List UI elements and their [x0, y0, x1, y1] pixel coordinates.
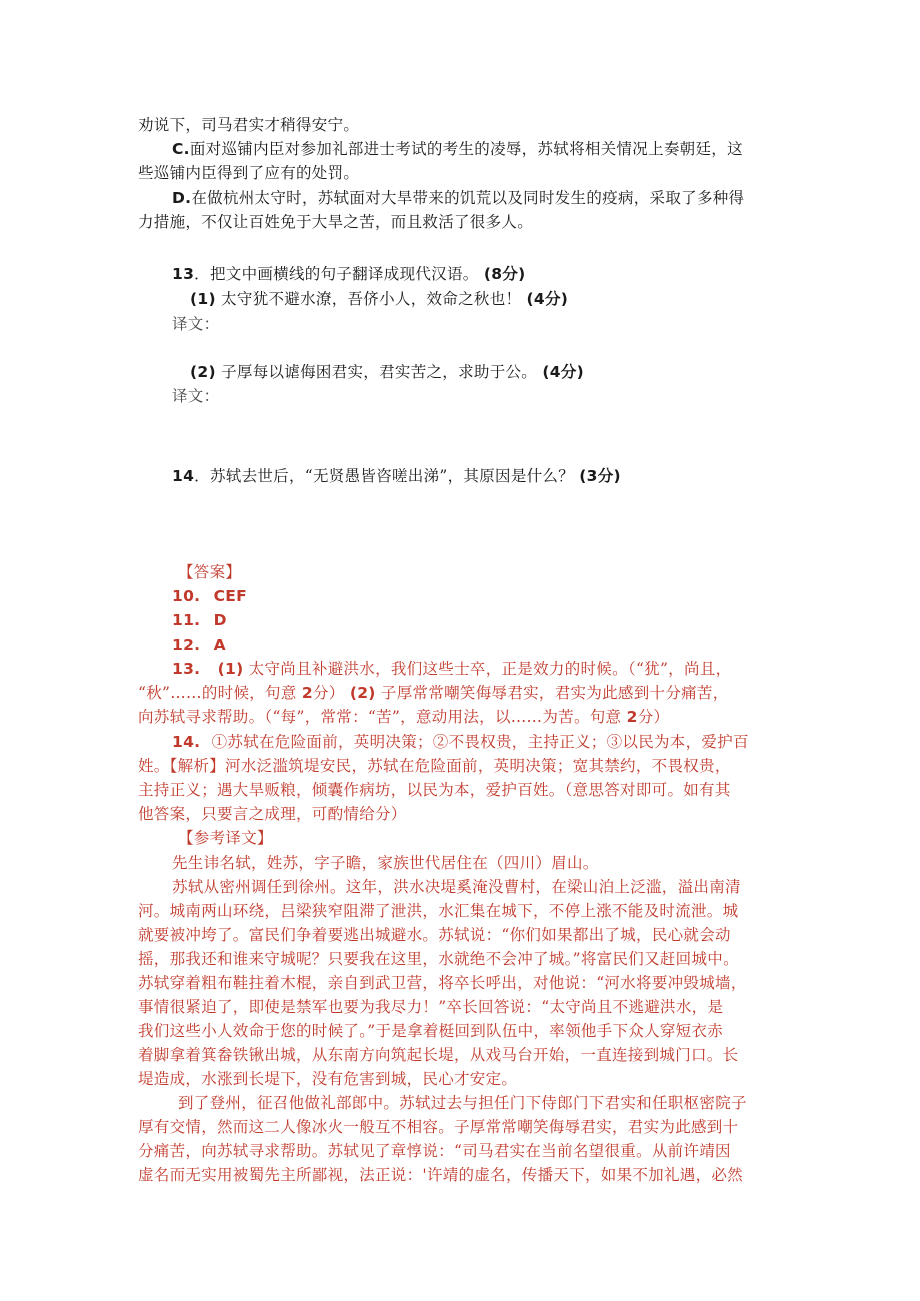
answer-10-number: 10. [172, 587, 201, 605]
translation-line-text: 分痛苦，向苏轼寻求帮助。苏轼见了章惇说：“司马君实在当前名望很重。从前许靖因 [138, 1142, 731, 1160]
q13-sub2-text: 子厚每以谑侮困君实，君实苦之，求助于公。 [221, 363, 538, 381]
q13-sub1-text: 太守犹不避水潦，吾侪小人，效命之秋也！ [221, 290, 522, 308]
translation-line [138, 1019, 723, 1043]
q13-sub1-label [172, 312, 219, 336]
question-13 [172, 262, 525, 286]
option-c-line1: 面对巡铺内臣对参加礼部进士考试的考生的凌辱，苏轼将相关情况上奏朝廷，这 [189, 140, 743, 158]
option-c-letter: C. [172, 140, 190, 158]
option-b-tail-text: 劝说下，司马君实才稍得安宁。 [138, 116, 360, 134]
translation-line-text: 苏轼从密州调任到徐州。这年，洪水决堤奚淹没曹村，在梁山泊上泛滥，溢出南清 [172, 878, 741, 896]
answer-14-line2-text: 姓。【解析】河水泛滥筑堤安民，苏轼在危险面前，英明决策；宽其禁约，不畏权贵， [138, 757, 731, 775]
answer-13-line3 [138, 705, 669, 729]
answers-header-text: 【答案】 [178, 563, 242, 581]
answer-14-line4 [138, 802, 407, 826]
q13-sub1-number: (1) [190, 290, 216, 308]
translation-line [138, 1043, 738, 1067]
answer-13-line3-a: 向苏轼寻求帮助。（“每”，常常：“苦”，意动用法，以……为苦。句意 [138, 708, 622, 726]
q13-points: (8分) [483, 265, 526, 283]
translation-line [138, 1115, 738, 1139]
answer-14-line2 [138, 754, 731, 778]
answer-13-line3-score: 2 [626, 708, 638, 726]
answer-12-value: A [213, 636, 226, 654]
answer-14-line4-text: 他答案，只要言之成理，可酌情给分） [138, 805, 407, 823]
translation-line-text: 堤造成，水涨到长堤下，没有危害到城，民心才安定。 [138, 1070, 518, 1088]
translation-line [138, 971, 747, 995]
q14-stem: ．苏轼去世后，“无贤愚皆咨嗟出涕”，其原因是什么？ [194, 467, 575, 485]
translation-line [138, 1139, 731, 1163]
option-d-line2: 力措施，不仅让百姓免于大旱之苦，而且救活了很多人。 [138, 213, 534, 231]
q13-sub2-label [172, 384, 219, 408]
answer-13-line2-a: “秋”……的时候，句意 [138, 684, 297, 702]
answer-13-sub1-number: (1) [217, 660, 244, 678]
translation-line [178, 1091, 747, 1115]
q13-sub1-points: (4分) [526, 290, 569, 308]
q13-sub2-points: (4分) [542, 363, 584, 381]
answer-13-line2-c: 分） [312, 684, 345, 702]
answer-14-line1-text: ①苏轼在危险面前，英明决策；②不畏权贵，主持正义；③以民为本，爱护百 [211, 733, 749, 751]
answers-header [178, 560, 241, 584]
q13-number: 13 [172, 265, 195, 283]
translation-line [138, 923, 731, 947]
option-d-line1: 在做杭州太守时，苏轼面对大旱带来的饥荒以及同时发生的疫病，采取了多种得 [191, 189, 745, 207]
answer-10 [172, 584, 247, 608]
answer-12 [172, 633, 226, 657]
translation-line [138, 995, 723, 1019]
translation-line-text: 着脚拿着箕畚铁锹出城，从东南方向筑起长堤，从戏马台开始，一直连接到城门口。长 [138, 1046, 739, 1064]
translation-line-text: 摇，那我还和谁来守城呢？只要我在这里，水就绝不会冲了城。”将富民们又赶回城中。 [138, 950, 739, 968]
option-d-letter: D. [172, 189, 192, 207]
translation-line-text: 就要被冲垮了。富民们争着要逃出城避水。苏轼说：“你们如果都出了城，民心就会动 [138, 926, 731, 944]
option-b-tail [138, 113, 359, 137]
answer-13-line2 [138, 681, 729, 705]
translation-line-text: 我们这些小人效命于您的时候了。”于是拿着梃回到队伍中，率领他手下众人穿短衣赤 [138, 1022, 724, 1040]
answer-14-line3 [138, 778, 731, 802]
answer-11-value: D [213, 611, 227, 629]
q13-sub1 [190, 287, 568, 311]
option-c-line2: 些巡铺内臣得到了应有的处罚。 [138, 164, 360, 182]
translation-line-text: 厚有交情，然而这二人像冰火一般互不相容。子厚常常嘲笑侮辱君实，君实为此感到十 [138, 1118, 739, 1136]
answer-13-line1 [172, 657, 731, 681]
translation-line-text: 事情很紧迫了，即使是禁军也要为我尽力！”卒长回答说：“太守尚且不逃避洪水，是 [138, 998, 724, 1016]
answer-13-number: 13. [172, 660, 201, 678]
translation-line [138, 899, 738, 923]
q14-number: 14 [172, 467, 195, 485]
translation-line-text: 到了登州，征召他做礼部郎中。苏轼过去与担任门下侍郎门下君实和任职枢密院子 [178, 1094, 747, 1112]
translation-line [172, 851, 599, 875]
option-c-cont [138, 161, 359, 185]
answer-13-line2-e: 子厚常常嘲笑侮辱君实，君实为此感到十分痛苦， [380, 684, 729, 702]
q13-sub2 [190, 360, 584, 384]
answer-14-line1 [172, 730, 749, 754]
answer-14-number: 14. [172, 733, 201, 751]
answer-12-number: 12. [172, 636, 201, 654]
translation-line [138, 947, 739, 971]
translation-line-text: 苏轼穿着粗布鞋拄着木棍，亲自到武卫营，将卒长呼出，对他说：“河水将要冲毁城墙， [138, 974, 747, 992]
q14-points: (3分) [579, 467, 621, 485]
q13-sub2-label-text: 译文： [172, 387, 220, 405]
answer-11-number: 11. [172, 611, 201, 629]
translation-header-text: 【参考译文】 [178, 829, 273, 847]
translation-header [178, 826, 273, 850]
option-c [172, 137, 743, 161]
answer-13-sub2-number: (2) [349, 684, 376, 702]
answer-10-value: CEF [213, 587, 248, 605]
answer-14-line3-text: 主持正义；遇大旱贩粮，倾囊作病坊，以民为本，爱护百姓。（意思答对即可。如有其 [138, 781, 731, 799]
translation-line-text: 河。城南两山环绕，吕梁狭窄阻滞了泄洪，水汇集在城下，不停上涨不能及时流泄。城 [138, 902, 739, 920]
answer-11 [172, 608, 227, 632]
q13-sub2-number: (2) [190, 363, 216, 381]
translation-line [138, 1067, 517, 1091]
q13-stem: ．把文中画横线的句子翻译成现代汉语。 [194, 265, 479, 283]
q13-sub1-label-text: 译文： [172, 315, 220, 333]
answer-13-line1-text: 太守尚且补避洪水，我们这些士卒，正是效力的时候。（“犹”，尚且， [248, 660, 732, 678]
option-d-cont [138, 210, 533, 234]
answer-13-line2-score: 2 [301, 684, 313, 702]
translation-line [138, 1163, 743, 1187]
answer-13-line3-c: 分） [637, 708, 670, 726]
question-14 [172, 464, 621, 488]
translation-line [172, 875, 741, 899]
translation-line-text: 虚名而无实用被蜀先主所鄙视，法正说：'许靖的虚名，传播天下，如果不加礼遇，必然 [138, 1166, 743, 1184]
translation-line-text: 先生讳名轼，姓苏，字子瞻，家族世代居住在（四川）眉山。 [172, 854, 599, 872]
option-d [172, 186, 744, 210]
